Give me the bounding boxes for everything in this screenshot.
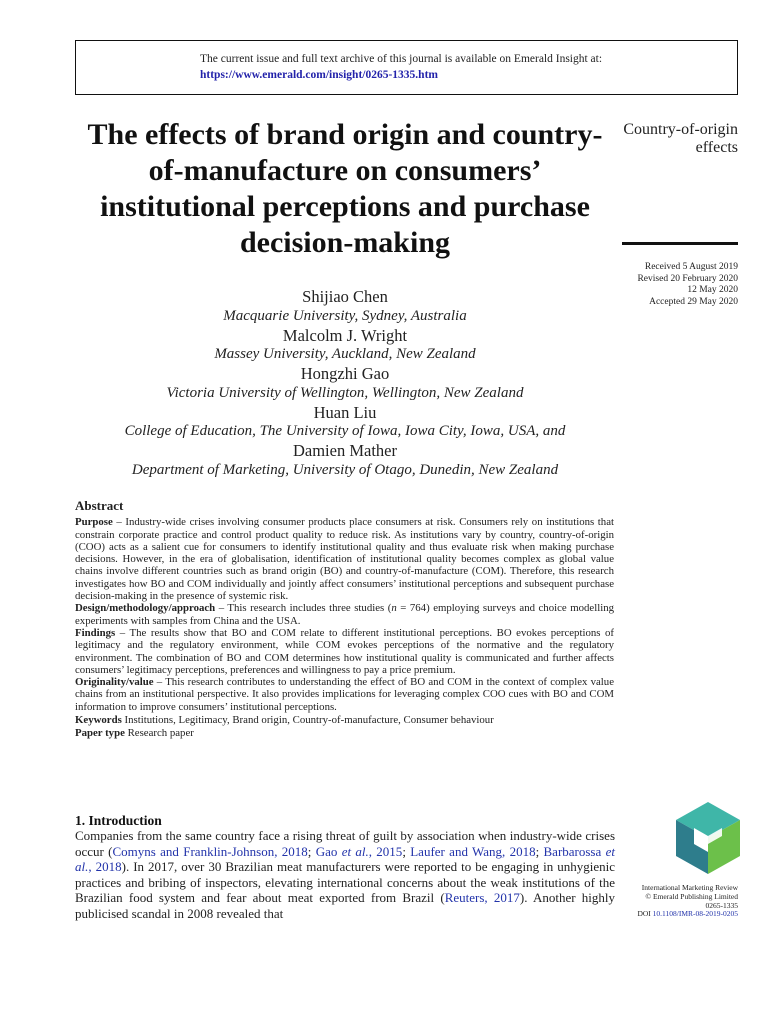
side-divider xyxy=(622,242,738,245)
citation-link[interactable] xyxy=(316,844,403,859)
issn: 0265-1335 xyxy=(705,900,738,910)
author-affiliation: College of Education, The University of Iowa, Iowa City, Iowa, USA, and xyxy=(124,423,566,439)
citation-etal: et al. xyxy=(75,843,615,875)
citation-link[interactable]: Laufer and Wang, 2018 xyxy=(410,843,536,859)
design-label: Design/methodology/approach xyxy=(75,602,216,615)
journal-name: International Marketing Review xyxy=(641,883,738,892)
design-text: – This research includes three studies ( xyxy=(215,602,392,615)
article-title: The effects of brand origin and country-of-manufacture on consumers’ institutional perceptions and purchase decision-making xyxy=(87,118,603,259)
citation-year: , 2015 xyxy=(368,843,403,859)
intro-text: Companies from the same country face a rising threat of guilt by association when industry-wide crises occur ( xyxy=(75,828,615,859)
citation-separator: ; xyxy=(402,843,411,859)
author-name: Malcolm J. Wright xyxy=(282,325,408,345)
introduction-paragraph xyxy=(75,828,615,922)
author-affiliation: Massey University, Auckland, New Zealand xyxy=(214,346,476,362)
keywords xyxy=(75,714,614,726)
author-affiliation: Macquarie University, Sydney, Australia xyxy=(223,307,467,324)
running-title: Country-of-origin effects xyxy=(623,121,738,156)
author-affiliation: Department of Marketing, University of Otago, Dunedin, New Zealand xyxy=(131,461,559,478)
journal-url-link[interactable]: https://www.emerald.com/insight/0265-1335.htm xyxy=(200,69,438,81)
journal-access-box xyxy=(75,40,738,95)
doi-line xyxy=(600,910,738,919)
abstract-findings xyxy=(75,627,614,676)
citation-link[interactable]: Reuters, 2017 xyxy=(444,890,520,906)
submission-dates xyxy=(600,262,738,308)
abstract-section xyxy=(75,500,614,740)
findings-text: – The results show that BO and COM relate to different institutional perceptions. BO evokes perceptions of legitimacy and the regulatory environment, while COM evokes perceptions of the normative and the regulatory environment. The combination of BO and COM determines how institutional quality is communicated and further affects consumers’ legitimacy perceptions, preferences and willingness to pay a price premium. xyxy=(75,626,614,676)
design-text-2: = 764) employing surveys and choice modelling experiments with samples from China and the USA. xyxy=(75,602,614,627)
citation-author: Barbarossa xyxy=(543,843,606,859)
date-revised: Revised 20 February 2020 xyxy=(637,273,738,284)
doi-label: DOI xyxy=(637,909,653,919)
abstract-heading: Abstract xyxy=(75,498,124,513)
abstract-purpose xyxy=(75,516,614,602)
citation-year: , 2018 xyxy=(88,859,122,875)
intro-text: ). Another highly publicised scandal in 2008 revealed that xyxy=(75,890,616,921)
paper-type-text: Research paper xyxy=(124,727,194,740)
citation-author: Gao xyxy=(315,843,342,859)
originality-label: Originality/value xyxy=(75,676,154,689)
author-name: Huan Liu xyxy=(313,402,377,422)
author-name: Hongzhi Gao xyxy=(300,364,390,383)
section-heading-introduction: 1. Introduction xyxy=(75,813,162,828)
date-received: Received 5 August 2019 xyxy=(644,262,738,272)
abstract-design xyxy=(75,602,614,627)
intro-text: ). In 2017, over 30 Brazilian meat manufacturers were reported to be engaging in unhygienic practices and bribing of inspectors, elevating international concerns about the weak institutions of the Brazilian food system and fear about meat exported from Brazil ( xyxy=(75,859,616,906)
journal-info xyxy=(600,884,738,919)
originality-text: – This research contributes to understanding the effect of BO and COM in the context of complex value chains from an institutional perspective. It also provides implications for leveraging complex COO cues with BO and COM information to improve consumers’ institutional perceptions. xyxy=(75,676,614,713)
citation-separator: ; xyxy=(535,843,544,859)
author-affiliation: Victoria University of Wellington, Wellington, New Zealand xyxy=(166,384,524,401)
keywords-label: Keywords xyxy=(75,714,122,727)
citation-link[interactable]: Comyns and Franklin-Johnson, 2018 xyxy=(112,843,308,859)
publisher: © Emerald Publishing Limited xyxy=(645,891,738,901)
citation-separator: ; xyxy=(307,843,316,859)
paper-type xyxy=(75,727,614,739)
citation-etal: et al. xyxy=(341,843,369,859)
findings-label: Findings xyxy=(75,626,116,639)
date-revised-2: 12 May 2020 xyxy=(687,285,738,295)
purpose-label: Purpose xyxy=(75,516,113,529)
author-list xyxy=(80,287,610,480)
emerald-logo-icon xyxy=(676,802,740,874)
design-n: n xyxy=(391,602,397,615)
archive-notice: The current issue and full text archive of this journal is available on Emerald Insight at: xyxy=(200,53,603,65)
author-name: Shijiao Chen xyxy=(302,287,388,306)
paper-type-label: Paper type xyxy=(75,727,125,740)
doi-link[interactable]: 10.1108/IMR-08-2019-0205 xyxy=(652,909,738,919)
date-accepted: Accepted 29 May 2020 xyxy=(649,296,738,307)
purpose-text: – Industry-wide crises involving consumer products place consumers at risk. Consumers rely on institutions that constrain corporate practice and control product quality to reduce risk. As institutions vary by country, country-of-origin (COO) acts as a salient cue for consumers to identify institutional quality and thus evaluate risk when making purchase decisions. However, in the era of globalisation, identification of institutional quality becomes complex as global value chains involve different countries such as brand origin (BO) and country-of-manufacture (COM). Therefore, this research investigates how BO and COM individually and jointly affect consumers’ institutional perceptions and subsequent purchase decision-making in the presence of systemic risk. xyxy=(75,516,614,603)
abstract-originality xyxy=(75,676,614,713)
keywords-text: Institutions, Legitimacy, Brand origin, Country-of-manufacture, Consumer behaviour xyxy=(121,714,494,727)
author-name: Damien Mather xyxy=(292,441,397,460)
